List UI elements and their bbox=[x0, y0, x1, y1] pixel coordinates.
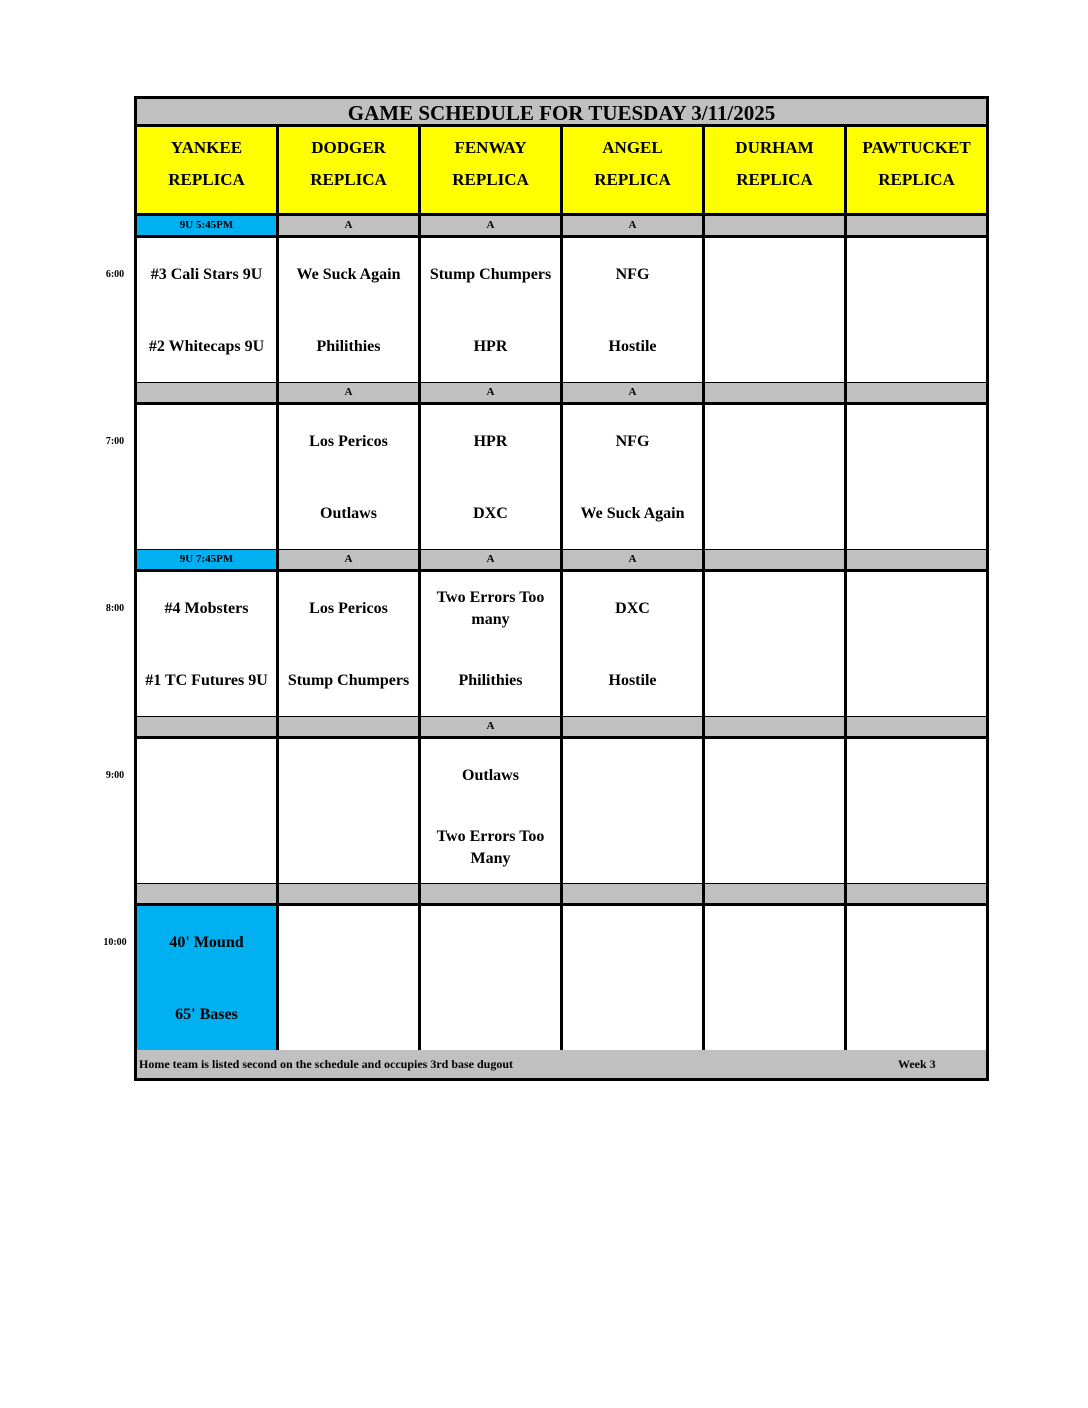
home-team: Philithies bbox=[316, 338, 381, 355]
away-team: #4 Mobsters bbox=[164, 600, 249, 617]
slot-bar: A bbox=[421, 550, 560, 569]
slot-bar bbox=[847, 884, 986, 903]
game-cell bbox=[705, 906, 844, 1050]
away-team bbox=[563, 753, 702, 799]
away-team bbox=[847, 753, 986, 799]
away-team: HPR bbox=[473, 433, 508, 450]
field-type: REPLICA bbox=[878, 170, 955, 189]
field-header-durham bbox=[705, 127, 844, 213]
game-cell bbox=[705, 739, 844, 883]
home-team: Stump Chumpers bbox=[287, 672, 410, 689]
slot-bar: A bbox=[563, 550, 702, 569]
game-cell bbox=[279, 572, 418, 716]
game-cell bbox=[279, 739, 418, 883]
game-cell bbox=[847, 238, 986, 382]
home-team: Hostile bbox=[608, 672, 657, 689]
slot-bar: A bbox=[279, 383, 418, 402]
away-team: Outlaws bbox=[462, 767, 519, 784]
game-cell bbox=[421, 572, 560, 716]
away-team bbox=[279, 753, 418, 799]
game-cell bbox=[279, 238, 418, 382]
time-label: 6:00 bbox=[105, 269, 125, 280]
slot-bar: A bbox=[563, 383, 702, 402]
slot-bar bbox=[847, 216, 986, 235]
away-team bbox=[847, 252, 986, 298]
home-team: Hostile bbox=[608, 338, 657, 355]
field-header-fenway bbox=[421, 127, 560, 213]
home-team: #1 TC Futures 9U bbox=[145, 672, 268, 689]
home-team-note: Home team is listed second on the schedule and occupies 3rd base dugout bbox=[139, 1057, 514, 1071]
slot-bar bbox=[279, 717, 418, 736]
field-name: FENWAY bbox=[454, 138, 527, 157]
game-cell bbox=[279, 906, 418, 1050]
time-label: 8:00 bbox=[105, 603, 125, 614]
home-team: We Suck Again bbox=[580, 505, 685, 522]
away-team bbox=[705, 586, 844, 632]
slot-bar bbox=[137, 717, 276, 736]
away-team: Stump Chumpers bbox=[429, 266, 552, 283]
game-cell bbox=[137, 906, 276, 1050]
home-team bbox=[847, 324, 986, 370]
home-team bbox=[705, 992, 844, 1038]
field-name: ANGEL bbox=[602, 138, 663, 157]
home-team bbox=[705, 491, 844, 537]
slot-bar bbox=[705, 383, 844, 402]
home-team bbox=[137, 825, 276, 871]
field-header-yankee bbox=[137, 127, 276, 213]
game-cell bbox=[421, 238, 560, 382]
home-team bbox=[705, 658, 844, 704]
home-team bbox=[705, 825, 844, 871]
away-team: NFG bbox=[615, 433, 650, 450]
away-team: 40' Mound bbox=[169, 934, 244, 951]
game-cell bbox=[137, 739, 276, 883]
field-type: REPLICA bbox=[168, 170, 245, 189]
away-team: Los Pericos bbox=[309, 600, 388, 617]
home-team bbox=[137, 491, 276, 537]
home-team: Outlaws bbox=[320, 505, 377, 522]
slot-bar bbox=[847, 717, 986, 736]
home-team bbox=[847, 992, 986, 1038]
time-label: 7:00 bbox=[105, 436, 125, 447]
game-cell bbox=[563, 906, 702, 1050]
game-cell bbox=[563, 739, 702, 883]
time-label: 10:00 bbox=[103, 937, 127, 948]
home-team bbox=[847, 658, 986, 704]
home-team bbox=[847, 491, 986, 537]
game-cell bbox=[279, 405, 418, 549]
field-header-angel bbox=[563, 127, 702, 213]
schedule-footer bbox=[137, 1050, 986, 1078]
game-cell bbox=[847, 572, 986, 716]
field-name: YANKEE bbox=[170, 138, 243, 157]
home-team: Philithies bbox=[458, 672, 523, 689]
away-team bbox=[137, 753, 276, 799]
field-type: REPLICA bbox=[594, 170, 671, 189]
field-type: REPLICA bbox=[310, 170, 387, 189]
game-cell bbox=[563, 572, 702, 716]
away-team bbox=[421, 920, 560, 966]
slot-bar bbox=[705, 550, 844, 569]
slot-bar bbox=[137, 383, 276, 402]
game-cell bbox=[421, 906, 560, 1050]
game-cell bbox=[421, 405, 560, 549]
away-team: NFG bbox=[615, 266, 650, 283]
home-team: 65' Bases bbox=[175, 1006, 238, 1023]
slot-bar bbox=[137, 884, 276, 903]
away-team bbox=[847, 419, 986, 465]
away-team bbox=[279, 920, 418, 966]
home-team bbox=[563, 825, 702, 871]
slot-bar bbox=[847, 383, 986, 402]
home-team bbox=[563, 992, 702, 1038]
slot-bar: A bbox=[279, 550, 418, 569]
away-team: Two Errors Too many bbox=[436, 589, 545, 628]
home-team: HPR bbox=[473, 338, 508, 355]
game-cell bbox=[847, 906, 986, 1050]
slot-bar bbox=[705, 884, 844, 903]
away-team bbox=[563, 920, 702, 966]
away-team bbox=[705, 753, 844, 799]
field-header-dodger bbox=[279, 127, 418, 213]
field-name: DURHAM bbox=[735, 138, 814, 157]
slot-bar bbox=[705, 216, 844, 235]
game-cell bbox=[421, 739, 560, 883]
home-team: Two Errors Too Many bbox=[436, 828, 545, 867]
game-cell bbox=[705, 572, 844, 716]
home-team: DXC bbox=[473, 505, 508, 522]
game-cell bbox=[137, 405, 276, 549]
slot-bar: A bbox=[421, 383, 560, 402]
away-team: Los Pericos bbox=[309, 433, 388, 450]
home-team bbox=[421, 992, 560, 1038]
division-start-label: 9U 5:45PM bbox=[137, 216, 276, 235]
field-header-pawtucket bbox=[847, 127, 986, 213]
game-cell bbox=[847, 739, 986, 883]
field-name: DODGER bbox=[311, 138, 386, 157]
slot-bar: A bbox=[279, 216, 418, 235]
away-team: #3 Cali Stars 9U bbox=[150, 266, 263, 283]
away-team bbox=[705, 252, 844, 298]
schedule-title: GAME SCHEDULE FOR TUESDAY 3/11/2025 bbox=[137, 99, 986, 127]
away-team bbox=[847, 920, 986, 966]
field-name: PAWTUCKET bbox=[862, 138, 971, 157]
away-team: DXC bbox=[615, 600, 650, 617]
slot-bar: A bbox=[563, 216, 702, 235]
game-cell bbox=[705, 405, 844, 549]
home-team bbox=[279, 992, 418, 1038]
away-team bbox=[137, 419, 276, 465]
field-header-row bbox=[137, 127, 986, 213]
field-type: REPLICA bbox=[452, 170, 529, 189]
slot-bar bbox=[563, 717, 702, 736]
slot-bar: A bbox=[421, 717, 560, 736]
game-cell bbox=[705, 238, 844, 382]
time-label: 9:00 bbox=[105, 770, 125, 781]
away-team bbox=[847, 586, 986, 632]
week-label: Week 3 bbox=[898, 1057, 936, 1071]
slot-bar bbox=[421, 884, 560, 903]
schedule-table bbox=[134, 96, 989, 1081]
division-start-label: 9U 7:45PM bbox=[137, 550, 276, 569]
slot-bar bbox=[847, 550, 986, 569]
home-team: #2 Whitecaps 9U bbox=[148, 338, 265, 355]
home-team bbox=[279, 825, 418, 871]
field-type: REPLICA bbox=[736, 170, 813, 189]
home-team bbox=[847, 825, 986, 871]
slot-bar bbox=[563, 884, 702, 903]
home-team bbox=[705, 324, 844, 370]
away-team: We Suck Again bbox=[296, 266, 401, 283]
game-cell bbox=[137, 238, 276, 382]
game-cell bbox=[563, 238, 702, 382]
away-team bbox=[705, 419, 844, 465]
game-cell bbox=[563, 405, 702, 549]
game-cell bbox=[137, 572, 276, 716]
slot-bar bbox=[279, 884, 418, 903]
slot-bar bbox=[705, 717, 844, 736]
slot-bar: A bbox=[421, 216, 560, 235]
away-team bbox=[705, 920, 844, 966]
game-cell bbox=[847, 405, 986, 549]
